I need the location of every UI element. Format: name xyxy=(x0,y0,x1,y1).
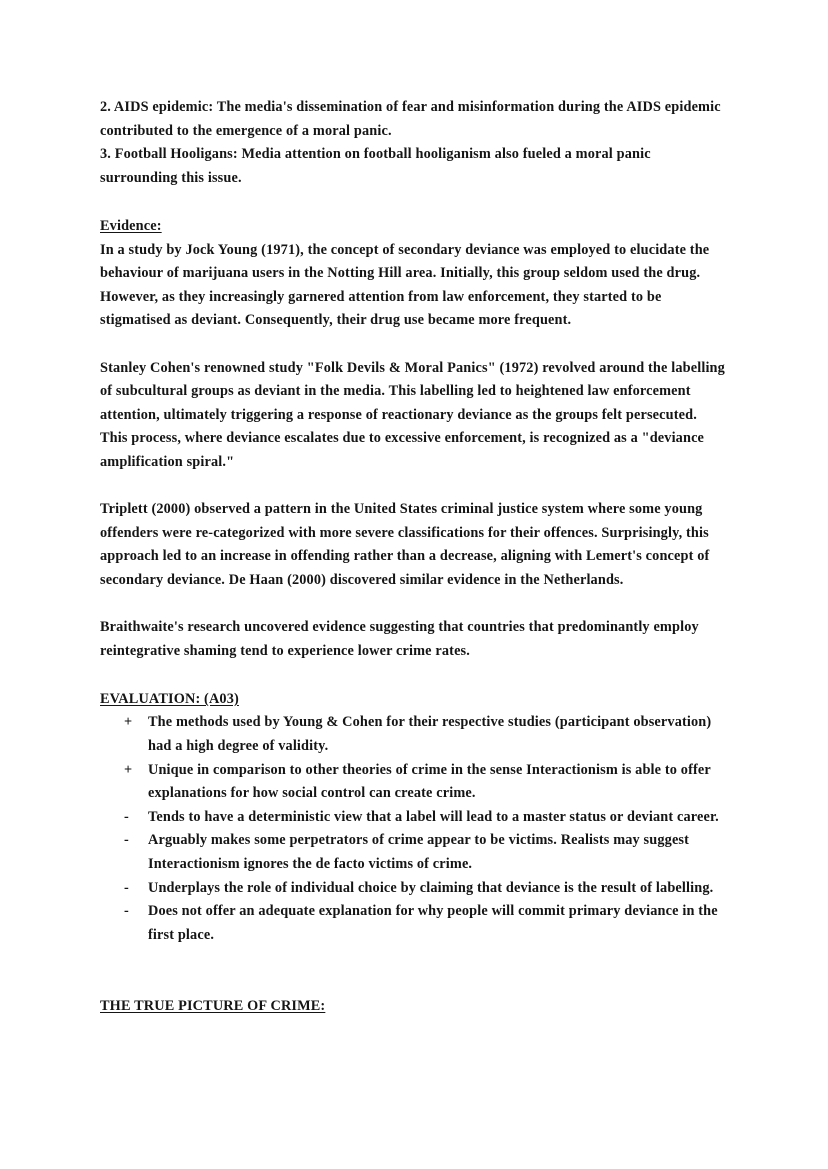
evaluation-heading: EVALUATION: (A03) xyxy=(100,690,239,707)
list-item-text: Unique in comparison to other theories of crime in the sense Interactionism is able to offer explanations for how social control can create crime. xyxy=(148,761,711,802)
bullet-marker: - xyxy=(124,832,129,849)
numbered-item-aids-epidemic: 2. AIDS epidemic: The media's dissemination of fear and misinformation during the AIDS epidemic contributed to the emergence of a moral panic. xyxy=(100,99,721,139)
bullet-marker: - xyxy=(124,879,129,896)
list-item xyxy=(100,759,725,806)
list-item-text: Does not offer an adequate explanation for why people will commit primary deviance in the first place. xyxy=(148,903,718,943)
evaluation-heading-line xyxy=(100,687,725,712)
document-body xyxy=(100,96,725,1019)
paragraph-spacer xyxy=(100,592,725,616)
numbered-item-football-hooligans: 3. Football Hooligans: Media attention on football hooliganism also fueled a moral panic surrounding this issue. xyxy=(100,146,651,186)
list-item xyxy=(100,711,725,758)
evidence-paragraph-triplett: Triplett (2000) observed a pattern in the United States criminal justice system where some young offenders were re-categorized with more severe classifications for their offences. Surprisingly, this approach led to an increase in offending rather than a decrease, aligning with Lemert's concept of secondary deviance. De Haan (2000) discovered similar evidence in the Netherlands. xyxy=(100,501,710,588)
paragraph-spacer xyxy=(100,333,725,357)
list-item-text: Arguably makes some perpetrators of crime appear to be victims. Realists may suggest Interactionism ignores the de facto victims of crime. xyxy=(148,832,690,872)
list-item-text: The methods used by Young & Cohen for their respective studies (participant observation) had a high degree of validity. xyxy=(148,714,712,755)
list-item xyxy=(100,900,725,947)
evidence-paragraph-stanley-cohen: Stanley Cohen's renowned study "Folk Devils & Moral Panics" (1972) revolved around the labelling of subcultural groups as deviant in the media. This labelling led to heightened law enforcement attention, ultimately triggering a response of reactionary deviance as the groups felt persecuted. This process, where deviance escalates due to excessive enforcement, is recognized as a "deviance amplification spiral." xyxy=(100,359,725,470)
bottom-heading-line xyxy=(100,994,725,1019)
evidence-paragraph-braithwaite: Braithwaite's research uncovered evidence suggesting that countries that predominantly employ reintegrative shaming tend to experience lower crime rates. xyxy=(100,619,699,659)
section-spacer xyxy=(100,190,725,214)
evidence-heading: Evidence: xyxy=(100,217,162,234)
list-item-text: Underplays the role of individual choice by claiming that deviance is the result of labelling. xyxy=(148,879,714,896)
evidence-heading-line xyxy=(100,214,725,239)
bullet-marker: - xyxy=(124,903,129,920)
section-spacer xyxy=(100,663,725,687)
bullet-marker: + xyxy=(124,761,133,778)
list-item xyxy=(100,806,725,830)
list-item xyxy=(100,829,725,876)
paragraph-spacer xyxy=(100,475,725,499)
evaluation-list xyxy=(100,711,725,947)
true-picture-of-crime-heading: THE TRUE PICTURE OF CRIME: xyxy=(100,998,326,1015)
bullet-marker: + xyxy=(124,714,133,731)
list-item xyxy=(100,877,725,901)
evidence-paragraph-jock-young: In a study by Jock Young (1971), the concept of secondary deviance was employed to elucidate the behaviour of marijuana users in the Notting Hill area. Initially, this group seldom used the drug. However, as they increasingly garnered attention from law enforcement, they started to be stigmatised as deviant. Consequently, their drug use became more frequent. xyxy=(100,241,710,329)
list-item-text: Tends to have a deterministic view that a label will lead to a master status or deviant career. xyxy=(148,808,719,825)
bullet-marker: - xyxy=(124,808,129,825)
